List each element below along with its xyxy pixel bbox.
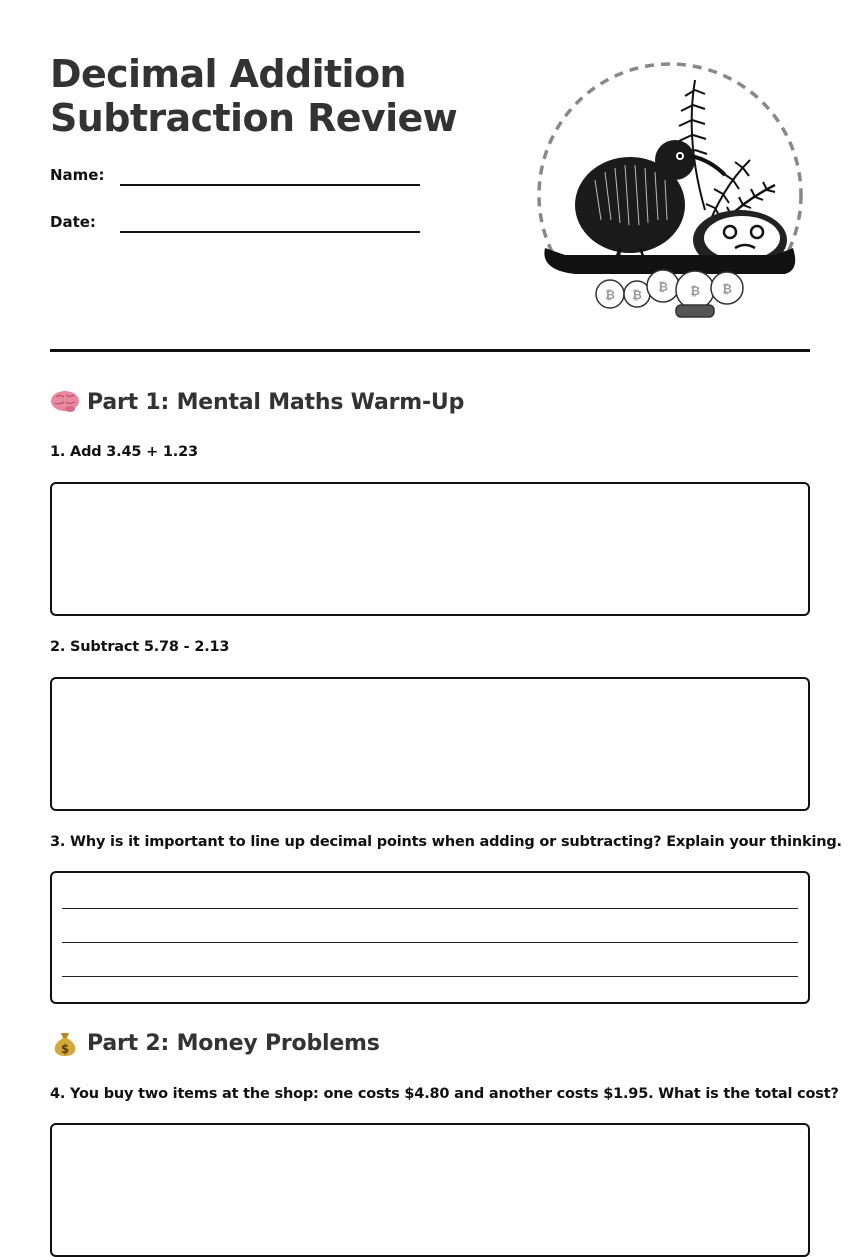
date-field[interactable] <box>50 213 420 243</box>
question-2: 2. Subtract 5.78 - 2.13 <box>50 639 230 655</box>
page-title: Decimal Addition Subtraction Review <box>50 52 458 140</box>
svg-text:₿: ₿ <box>690 284 700 298</box>
section-title-text: Part 2: Money Problems <box>87 1030 380 1056</box>
svg-text:₿: ₿ <box>605 288 615 302</box>
name-label: Name: <box>50 166 105 184</box>
date-label: Date: <box>50 213 96 231</box>
answer-line-1[interactable] <box>62 908 798 909</box>
svg-text:₿: ₿ <box>658 280 668 294</box>
svg-text:₿: ₿ <box>722 282 732 296</box>
question-4: 4. You buy two items at the shop: one costs $4.80 and another costs $1.95. What is the total cost? <box>50 1086 839 1102</box>
answer-line-2[interactable] <box>62 942 798 943</box>
answer-box-question-4[interactable] <box>50 1123 810 1257</box>
svg-text:$: $ <box>60 1042 70 1056</box>
name-input-line[interactable] <box>120 184 420 186</box>
section-title-part-2 <box>50 1030 380 1056</box>
worksheet-header <box>50 0 810 352</box>
kiwi-bird-fern-coins-illustration <box>535 60 810 325</box>
section-title-text: Part 1: Mental Maths Warm-Up <box>87 389 465 415</box>
answer-box-question-2[interactable] <box>50 677 810 811</box>
svg-text:₿: ₿ <box>632 288 642 302</box>
money-bag-icon <box>50 1030 80 1056</box>
question-1: 1. Add 3.45 + 1.23 <box>50 444 198 460</box>
brain-icon <box>50 389 80 415</box>
header-divider <box>50 349 810 352</box>
answer-line-3[interactable] <box>62 976 798 977</box>
answer-box-question-3[interactable] <box>50 871 810 1004</box>
answer-box-question-1[interactable] <box>50 482 810 616</box>
name-field[interactable] <box>50 166 420 196</box>
date-input-line[interactable] <box>120 231 420 233</box>
worksheet-page <box>50 0 842 1102</box>
question-3: 3. Why is it important to line up decimal points when adding or subtracting? Explain your thinking. <box>50 834 842 850</box>
section-title-part-1 <box>50 389 464 415</box>
